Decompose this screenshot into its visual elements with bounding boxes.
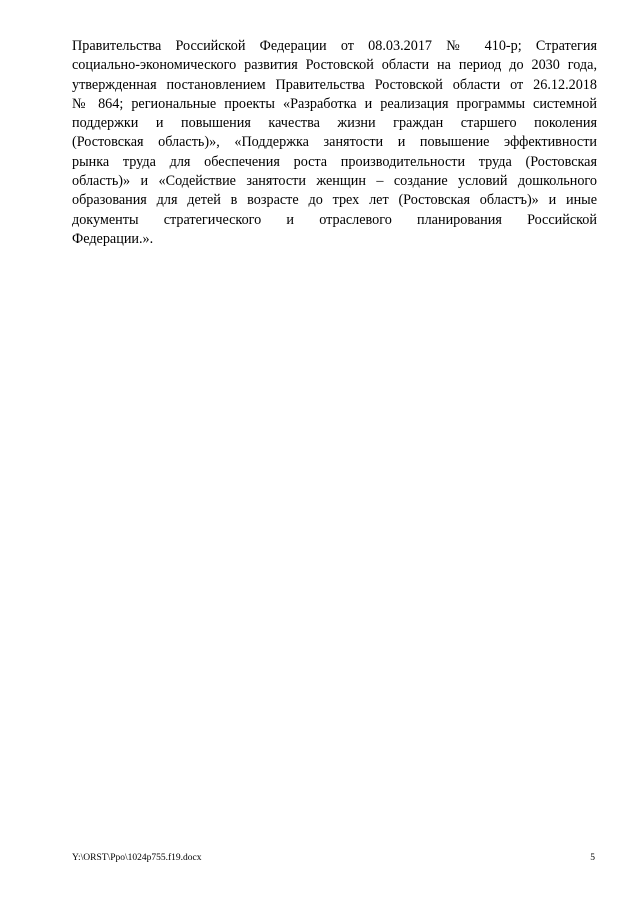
text-line-5: поддержки и повышения качества жизни граждан старшего поколения — [72, 115, 597, 132]
body-paragraph — [72, 37, 597, 249]
text-line-8: область)» и «Содействие занятости женщин – создание условий дошкольного — [72, 173, 597, 190]
footer-file-path: Y:\ORST\Ppo\1024p755.f19.docx — [72, 853, 202, 863]
text-line-1: Правительства Российской Федерации от 08.03.2017 № 410-р; Стратегия — [72, 38, 597, 54]
text-line-4: № 864; региональные проекты «Разработка и реализация программы системной — [72, 95, 597, 112]
page-number: 5 — [590, 853, 595, 863]
text-line-11: Федерации.». — [72, 230, 154, 247]
text-line-2: социально-экономического развития Ростовской области на период до 2030 года, — [72, 57, 597, 74]
text-line-6: (Ростовская область)», «Поддержка занятости и повышение эффективности — [72, 134, 597, 151]
text-line-3: утвержденная постановлением Правительства Ростовской области от 26.12.2018 — [72, 76, 597, 93]
text-line-10: документы стратегического и отраслевого планирования Российской — [72, 211, 597, 228]
text-line-9: образования для детей в возрасте до трех лет (Ростовская областъ)» и иные — [72, 192, 597, 209]
text-line-7: рынка труда для обеспечения роста производительности труда (Ростовская — [72, 153, 597, 170]
